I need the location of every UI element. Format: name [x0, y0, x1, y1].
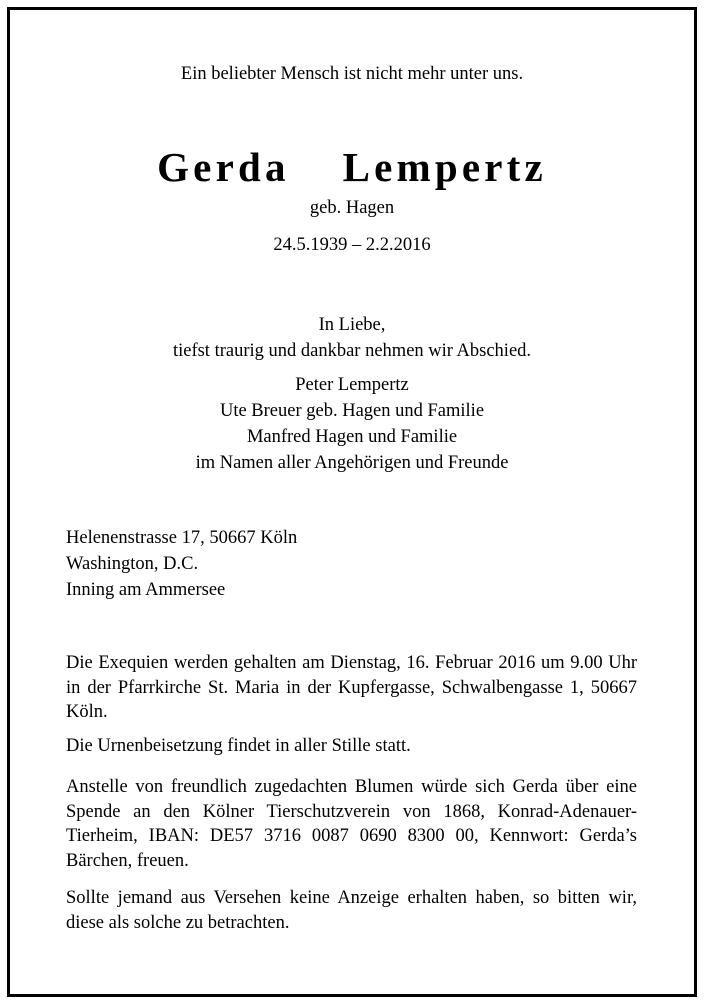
address-line: Inning am Ammersee	[66, 580, 226, 600]
mourner-line: Manfred Hagen und Familie	[246, 427, 458, 447]
closing-paragraph: Sollte jemand aus Versehen keine Anzeige erhalten haben, so bitten wir, diese als solche zu betrachten.	[66, 888, 637, 933]
farewell-line: In Liebe,	[318, 315, 386, 335]
life-dates: 24.5.1939 – 2.2.2016	[273, 235, 431, 255]
donation-paragraph: Anstelle von freundlich zugedachten Blumen würde sich Gerda über eine Spende an den Kölner Tierschutzverein von 1868, Konrad-Adenauer-Tierheim, IBAN: DE57 3716 0087 0690 8300 00, Kennwort: Gerda’s Bärchen, freuen.	[66, 777, 637, 871]
mourner-line: Peter Lempertz	[295, 375, 409, 395]
intro-line: Ein beliebter Mensch ist nicht mehr unter uns.	[180, 64, 524, 84]
address-line: Helenenstrasse 17, 50667 Köln	[66, 528, 298, 548]
deceased-name: Gerda Lempertz	[157, 144, 547, 190]
funeral-service-paragraph: Die Exequien werden gehalten am Dienstag, 16. Februar 2016 um 9.00 Uhr in der Pfarrkirche St. Maria in der Kupfergasse, Schwalbengasse 1, 50667 Köln.	[66, 653, 637, 722]
address-line: Washington, D.C.	[66, 554, 199, 574]
farewell-line: tiefst traurig und dankbar nehmen wir Abschied.	[172, 341, 532, 361]
urn-burial-paragraph: Die Urnenbeisetzung findet in aller Stille statt.	[66, 736, 411, 756]
mourner-line: Ute Breuer geb. Hagen und Familie	[219, 401, 485, 421]
mourners-block	[10, 372, 694, 476]
mourner-line: im Namen aller Angehörigen und Freunde	[195, 453, 509, 473]
farewell-block	[10, 312, 694, 364]
addresses-block	[66, 525, 646, 603]
birth-name: geb. Hagen	[309, 198, 395, 218]
